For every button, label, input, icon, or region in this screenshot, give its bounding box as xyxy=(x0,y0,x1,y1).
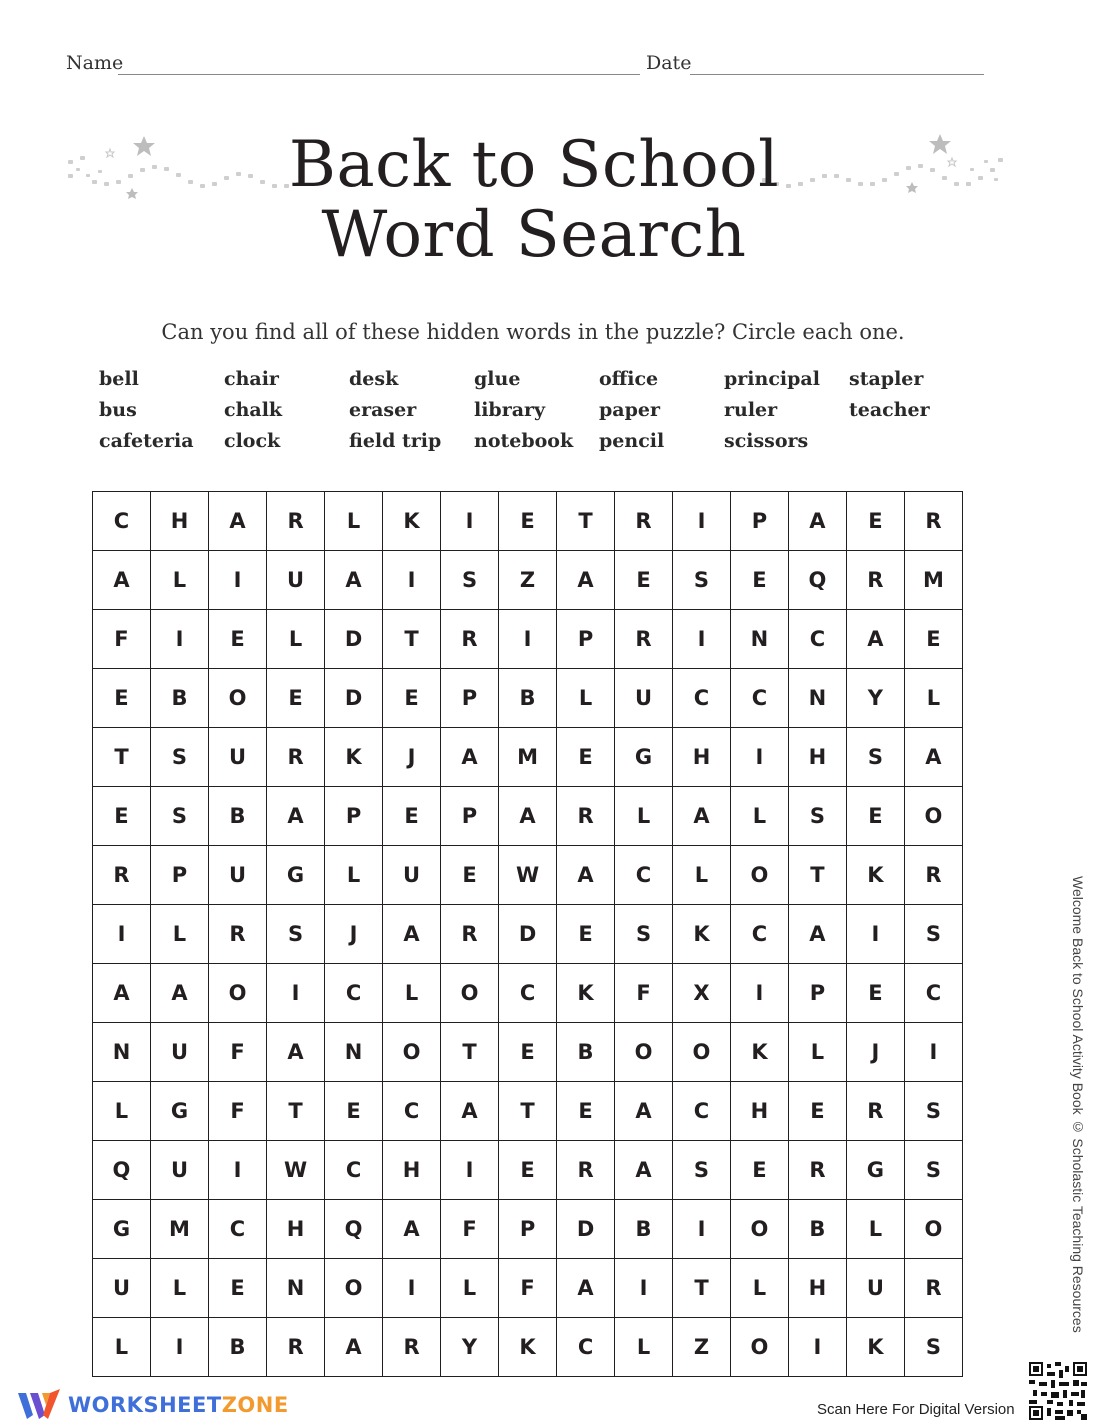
instructions: Can you find all of these hidden words in the puzzle? Circle each one. xyxy=(161,320,905,344)
word-bank-item: stapler xyxy=(849,368,924,390)
grid-row xyxy=(93,905,963,964)
grid-cell[interactable]: P xyxy=(441,787,499,846)
grid-cell[interactable]: S xyxy=(788,787,846,846)
grid-cell[interactable]: E xyxy=(730,1141,788,1200)
grid-cell[interactable]: B xyxy=(615,1200,673,1259)
grid-cell[interactable]: O xyxy=(730,1318,788,1377)
grid-cell[interactable]: R xyxy=(615,492,673,551)
page-title-line1: Back to School xyxy=(288,128,780,202)
grid-cell[interactable]: L xyxy=(846,1200,904,1259)
grid-row xyxy=(93,1082,963,1141)
grid-cell[interactable]: R xyxy=(441,905,499,964)
grid-cell[interactable]: Z xyxy=(498,551,556,610)
grid-cell[interactable]: E xyxy=(441,846,499,905)
grid-cell[interactable]: I xyxy=(788,1318,846,1377)
grid-cell[interactable]: U xyxy=(209,846,267,905)
grid-cell[interactable]: E xyxy=(383,787,441,846)
grid-cell[interactable]: J xyxy=(383,728,441,787)
grid-cell[interactable]: P xyxy=(150,846,208,905)
grid-cell[interactable]: S xyxy=(150,728,208,787)
word-bank-item: eraser xyxy=(349,399,417,421)
grid-cell[interactable]: I xyxy=(150,610,208,669)
grid-cell[interactable]: U xyxy=(846,1259,904,1318)
grid-cell[interactable]: G xyxy=(150,1082,208,1141)
grid-cell[interactable]: L xyxy=(557,669,615,728)
grid-cell[interactable]: C xyxy=(673,1082,731,1141)
grid-cell[interactable]: M xyxy=(150,1200,208,1259)
grid-cell[interactable]: G xyxy=(266,846,324,905)
grid-cell[interactable]: R xyxy=(846,1082,904,1141)
qr-code-icon[interactable] xyxy=(1029,1362,1087,1420)
grid-cell[interactable]: J xyxy=(325,905,383,964)
grid-cell[interactable]: S xyxy=(904,1318,962,1377)
grid-cell[interactable]: O xyxy=(615,1023,673,1082)
grid-cell[interactable]: F xyxy=(441,1200,499,1259)
side-credit: Welcome Back to School Activity Book © Scholastic Teaching Resources xyxy=(1070,876,1086,1333)
grid-cell[interactable]: H xyxy=(266,1200,324,1259)
grid-cell[interactable]: G xyxy=(846,1141,904,1200)
grid-cell[interactable]: I xyxy=(150,1318,208,1377)
grid-cell[interactable]: E xyxy=(325,1082,383,1141)
grid-cell[interactable]: A xyxy=(325,551,383,610)
grid-cell[interactable]: F xyxy=(93,610,151,669)
grid-cell[interactable]: K xyxy=(498,1318,556,1377)
grid-cell[interactable]: D xyxy=(325,610,383,669)
grid-cell[interactable]: E xyxy=(498,1023,556,1082)
grid-cell[interactable]: A xyxy=(266,1023,324,1082)
grid-cell[interactable]: U xyxy=(383,846,441,905)
grid-cell[interactable]: O xyxy=(730,1200,788,1259)
grid-cell[interactable]: R xyxy=(266,1318,324,1377)
grid-cell[interactable]: E xyxy=(209,1259,267,1318)
grid-cell[interactable]: U xyxy=(150,1141,208,1200)
grid-cell[interactable]: A xyxy=(846,610,904,669)
grid-cell[interactable]: S xyxy=(266,905,324,964)
grid-cell[interactable]: N xyxy=(266,1259,324,1318)
grid-cell[interactable]: K xyxy=(383,492,441,551)
word-bank-item: chalk xyxy=(224,399,283,421)
grid-cell[interactable]: A xyxy=(673,787,731,846)
grid-cell[interactable]: I xyxy=(730,728,788,787)
grid-cell[interactable]: K xyxy=(846,846,904,905)
word-bank-item: scissors xyxy=(724,430,809,452)
grid-row xyxy=(93,787,963,846)
grid-cell[interactable]: E xyxy=(846,492,904,551)
grid-cell[interactable]: E xyxy=(498,1141,556,1200)
grid-cell[interactable]: T xyxy=(788,846,846,905)
word-bank-item: field trip xyxy=(349,430,442,452)
grid-cell[interactable]: N xyxy=(788,669,846,728)
grid-cell[interactable]: L xyxy=(325,492,383,551)
grid-cell[interactable]: T xyxy=(93,728,151,787)
word-bank-item: bus xyxy=(99,399,137,421)
grid-cell[interactable]: K xyxy=(325,728,383,787)
grid-cell[interactable]: F xyxy=(209,1082,267,1141)
grid-cell[interactable]: Q xyxy=(93,1141,151,1200)
grid-cell[interactable]: U xyxy=(150,1023,208,1082)
grid-cell[interactable]: I xyxy=(441,1141,499,1200)
grid-cell[interactable]: I xyxy=(383,551,441,610)
grid-cell[interactable]: L xyxy=(615,787,673,846)
grid-cell[interactable]: C xyxy=(383,1082,441,1141)
word-bank-item: office xyxy=(599,368,659,390)
worksheetzone-w-logo-icon xyxy=(16,1387,62,1423)
grid-cell[interactable]: C xyxy=(904,964,962,1023)
grid-cell[interactable]: R xyxy=(904,1259,962,1318)
grid-cell[interactable]: A xyxy=(441,1082,499,1141)
grid-cell[interactable]: L xyxy=(150,551,208,610)
grid-cell[interactable]: K xyxy=(557,964,615,1023)
grid-cell[interactable]: D xyxy=(498,905,556,964)
word-bank-item: teacher xyxy=(849,399,930,421)
grid-cell[interactable]: L xyxy=(325,846,383,905)
grid-cell[interactable]: N xyxy=(93,1023,151,1082)
grid-cell[interactable]: S xyxy=(904,1082,962,1141)
grid-cell[interactable]: A xyxy=(383,1200,441,1259)
grid-cell[interactable]: C xyxy=(325,964,383,1023)
grid-cell[interactable]: L xyxy=(730,787,788,846)
grid-cell[interactable]: M xyxy=(904,551,962,610)
grid-cell[interactable]: P xyxy=(325,787,383,846)
grid-cell[interactable]: L xyxy=(615,1318,673,1377)
grid-cell[interactable]: A xyxy=(615,1082,673,1141)
grid-cell[interactable]: S xyxy=(615,905,673,964)
grid-cell[interactable]: A xyxy=(441,728,499,787)
grid-cell[interactable]: R xyxy=(383,1318,441,1377)
grid-cell[interactable]: S xyxy=(904,905,962,964)
grid-cell[interactable]: A xyxy=(93,551,151,610)
grid-cell[interactable]: L xyxy=(730,1259,788,1318)
grid-cell[interactable]: E xyxy=(498,492,556,551)
grid-cell[interactable]: C xyxy=(673,669,731,728)
brand-name-part2: ZONE xyxy=(221,1393,289,1417)
grid-row xyxy=(93,846,963,905)
word-bank-item: glue xyxy=(474,368,521,390)
grid-cell[interactable]: T xyxy=(441,1023,499,1082)
grid-row xyxy=(93,492,963,551)
grid-cell[interactable]: Y xyxy=(441,1318,499,1377)
grid-cell[interactable]: E xyxy=(557,728,615,787)
grid-cell[interactable]: B xyxy=(788,1200,846,1259)
grid-cell[interactable]: R xyxy=(557,787,615,846)
grid-cell[interactable]: P xyxy=(788,964,846,1023)
grid-cell[interactable]: O xyxy=(904,787,962,846)
grid-cell[interactable]: C xyxy=(730,669,788,728)
grid-cell[interactable]: O xyxy=(441,964,499,1023)
grid-cell[interactable]: A xyxy=(150,964,208,1023)
grid-cell[interactable]: M xyxy=(498,728,556,787)
grid-cell[interactable]: E xyxy=(93,787,151,846)
grid-cell[interactable]: L xyxy=(904,669,962,728)
grid-cell[interactable]: N xyxy=(730,610,788,669)
grid-cell[interactable]: E xyxy=(615,551,673,610)
grid-cell[interactable]: T xyxy=(383,610,441,669)
grid-cell[interactable]: A xyxy=(325,1318,383,1377)
grid-cell[interactable]: A xyxy=(557,551,615,610)
grid-cell[interactable]: J xyxy=(846,1023,904,1082)
grid-cell[interactable]: R xyxy=(266,728,324,787)
grid-cell[interactable]: L xyxy=(150,905,208,964)
grid-cell[interactable]: A xyxy=(788,492,846,551)
grid-cell[interactable]: C xyxy=(325,1141,383,1200)
grid-cell[interactable]: I xyxy=(904,1023,962,1082)
grid-cell[interactable]: S xyxy=(673,1141,731,1200)
grid-cell[interactable]: A xyxy=(498,787,556,846)
grid-cell[interactable]: R xyxy=(788,1141,846,1200)
grid-cell[interactable]: L xyxy=(788,1023,846,1082)
grid-row xyxy=(93,669,963,728)
grid-cell[interactable]: I xyxy=(673,492,731,551)
grid-cell[interactable]: E xyxy=(904,610,962,669)
word-search-grid xyxy=(92,491,963,1377)
brand-name-part1: WORKSHEET xyxy=(68,1393,222,1417)
grid-cell[interactable]: B xyxy=(498,669,556,728)
grid-cell[interactable]: K xyxy=(730,1023,788,1082)
grid-cell[interactable]: R xyxy=(266,492,324,551)
grid-cell[interactable]: O xyxy=(730,846,788,905)
grid-row xyxy=(93,610,963,669)
name-line[interactable] xyxy=(118,74,640,75)
grid-cell[interactable]: L xyxy=(93,1082,151,1141)
word-bank-item: ruler xyxy=(724,399,778,421)
grid-cell[interactable]: B xyxy=(209,1318,267,1377)
grid-cell[interactable]: T xyxy=(266,1082,324,1141)
grid-cell[interactable]: T xyxy=(498,1082,556,1141)
grid-cell[interactable]: S xyxy=(673,551,731,610)
grid-row xyxy=(93,1141,963,1200)
grid-cell[interactable]: X xyxy=(673,964,731,1023)
grid-cell[interactable]: O xyxy=(325,1259,383,1318)
grid-cell[interactable]: G xyxy=(615,728,673,787)
name-field[interactable] xyxy=(66,52,123,74)
grid-cell[interactable]: H xyxy=(673,728,731,787)
grid-cell[interactable]: O xyxy=(383,1023,441,1082)
grid-cell[interactable]: H xyxy=(383,1141,441,1200)
grid-cell[interactable]: A xyxy=(557,1259,615,1318)
grid-cell[interactable]: I xyxy=(441,492,499,551)
grid-cell[interactable]: O xyxy=(209,964,267,1023)
grid-cell[interactable]: R xyxy=(846,551,904,610)
grid-cell[interactable]: O xyxy=(904,1200,962,1259)
date-label: Date xyxy=(646,52,692,74)
grid-cell[interactable]: I xyxy=(93,905,151,964)
word-bank-item: bell xyxy=(99,368,139,390)
grid-cell[interactable]: H xyxy=(150,492,208,551)
grid-cell[interactable]: E xyxy=(209,610,267,669)
grid-cell[interactable]: F xyxy=(209,1023,267,1082)
grid-cell[interactable]: I xyxy=(498,610,556,669)
page-title-line2: Word Search xyxy=(321,198,747,272)
grid-cell[interactable]: W xyxy=(498,846,556,905)
grid-row xyxy=(93,1023,963,1082)
grid-cell[interactable]: Z xyxy=(673,1318,731,1377)
grid-cell[interactable]: E xyxy=(846,964,904,1023)
grid-cell[interactable]: B xyxy=(150,669,208,728)
grid-cell[interactable]: N xyxy=(325,1023,383,1082)
word-bank-item: clock xyxy=(224,430,281,452)
grid-cell[interactable]: E xyxy=(266,669,324,728)
grid-cell[interactable]: R xyxy=(904,846,962,905)
grid-cell[interactable]: Y xyxy=(846,669,904,728)
word-bank xyxy=(99,368,959,464)
word-bank-item: notebook xyxy=(474,430,574,452)
grid-cell[interactable]: I xyxy=(730,964,788,1023)
grid-cell[interactable]: I xyxy=(209,1141,267,1200)
grid-cell[interactable]: E xyxy=(846,787,904,846)
grid-cell[interactable]: I xyxy=(266,964,324,1023)
grid-cell[interactable]: A xyxy=(557,846,615,905)
grid-cell[interactable]: H xyxy=(788,1259,846,1318)
grid-cell[interactable]: I xyxy=(673,1200,731,1259)
word-bank-item: principal xyxy=(724,368,820,390)
grid-cell[interactable]: H xyxy=(730,1082,788,1141)
grid-cell[interactable]: C xyxy=(209,1200,267,1259)
grid-cell[interactable]: P xyxy=(441,669,499,728)
grid-row xyxy=(93,1318,963,1377)
grid-row xyxy=(93,1259,963,1318)
grid-cell[interactable]: B xyxy=(209,787,267,846)
grid-cell[interactable]: P xyxy=(557,610,615,669)
grid-cell[interactable]: P xyxy=(730,492,788,551)
grid-cell[interactable]: S xyxy=(441,551,499,610)
grid-cell[interactable]: F xyxy=(498,1259,556,1318)
grid-cell[interactable]: E xyxy=(730,551,788,610)
grid-cell[interactable]: L xyxy=(673,846,731,905)
grid-cell[interactable]: S xyxy=(904,1141,962,1200)
grid-cell[interactable]: A xyxy=(383,905,441,964)
brand-logo[interactable] xyxy=(16,1386,289,1424)
grid-cell[interactable]: A xyxy=(266,787,324,846)
grid-cell[interactable]: G xyxy=(93,1200,151,1259)
grid-cell[interactable]: A xyxy=(904,728,962,787)
grid-cell[interactable]: U xyxy=(93,1259,151,1318)
name-label: Name xyxy=(66,52,124,74)
grid-cell[interactable]: L xyxy=(441,1259,499,1318)
grid-cell[interactable]: I xyxy=(846,905,904,964)
grid-cell[interactable]: L xyxy=(383,964,441,1023)
grid-cell[interactable]: A xyxy=(93,964,151,1023)
grid-cell[interactable]: E xyxy=(557,1082,615,1141)
grid-cell[interactable]: O xyxy=(673,1023,731,1082)
grid-row xyxy=(93,728,963,787)
grid-cell[interactable]: E xyxy=(557,905,615,964)
grid-cell[interactable]: I xyxy=(673,610,731,669)
grid-cell[interactable]: R xyxy=(93,846,151,905)
grid-cell[interactable]: I xyxy=(383,1259,441,1318)
word-bank-item: library xyxy=(474,399,546,421)
grid-cell[interactable]: E xyxy=(788,1082,846,1141)
grid-cell[interactable]: Q xyxy=(788,551,846,610)
grid-cell[interactable]: C xyxy=(788,610,846,669)
grid-cell[interactable]: U xyxy=(266,551,324,610)
grid-cell[interactable]: C xyxy=(93,492,151,551)
grid-row xyxy=(93,551,963,610)
grid-cell[interactable]: K xyxy=(846,1318,904,1377)
scan-text: Scan Here For Digital Version xyxy=(817,1401,1015,1418)
grid-cell[interactable]: L xyxy=(266,610,324,669)
grid-cell[interactable]: W xyxy=(266,1141,324,1200)
grid-cell[interactable]: H xyxy=(788,728,846,787)
date-field[interactable] xyxy=(646,52,691,74)
word-bank-item: chair xyxy=(224,368,279,390)
word-bank-item: desk xyxy=(349,368,399,390)
grid-cell[interactable]: R xyxy=(615,610,673,669)
grid-cell[interactable]: R xyxy=(904,492,962,551)
grid-cell[interactable]: C xyxy=(730,905,788,964)
grid-cell[interactable]: L xyxy=(93,1318,151,1377)
grid-cell[interactable]: I xyxy=(615,1259,673,1318)
grid-cell[interactable]: R xyxy=(441,610,499,669)
grid-cell[interactable]: E xyxy=(383,669,441,728)
grid-cell[interactable]: O xyxy=(209,669,267,728)
grid-cell[interactable]: F xyxy=(615,964,673,1023)
grid-cell[interactable]: C xyxy=(615,846,673,905)
grid-cell[interactable]: I xyxy=(209,551,267,610)
grid-cell[interactable]: B xyxy=(557,1023,615,1082)
grid-cell[interactable]: E xyxy=(93,669,151,728)
word-bank-item: pencil xyxy=(599,430,665,452)
grid-cell[interactable]: D xyxy=(557,1200,615,1259)
grid-cell[interactable]: R xyxy=(557,1141,615,1200)
grid-cell[interactable]: S xyxy=(150,787,208,846)
grid-cell[interactable]: L xyxy=(150,1259,208,1318)
word-bank-item: cafeteria xyxy=(99,430,194,452)
date-line[interactable] xyxy=(690,74,984,75)
grid-cell[interactable]: Q xyxy=(325,1200,383,1259)
grid-cell[interactable]: C xyxy=(557,1318,615,1377)
grid-cell[interactable]: U xyxy=(615,669,673,728)
grid-cell[interactable]: A xyxy=(615,1141,673,1200)
grid-row xyxy=(93,1200,963,1259)
grid-cell[interactable]: U xyxy=(209,728,267,787)
grid-cell[interactable]: S xyxy=(846,728,904,787)
word-bank-item: paper xyxy=(599,399,660,421)
grid-cell[interactable]: R xyxy=(209,905,267,964)
grid-cell[interactable]: K xyxy=(673,905,731,964)
grid-cell[interactable]: D xyxy=(325,669,383,728)
grid-cell[interactable]: C xyxy=(498,964,556,1023)
grid-cell[interactable]: P xyxy=(498,1200,556,1259)
grid-cell[interactable]: T xyxy=(557,492,615,551)
grid-row xyxy=(93,964,963,1023)
grid-cell[interactable]: T xyxy=(673,1259,731,1318)
grid-cell[interactable]: A xyxy=(788,905,846,964)
grid-cell[interactable]: A xyxy=(209,492,267,551)
